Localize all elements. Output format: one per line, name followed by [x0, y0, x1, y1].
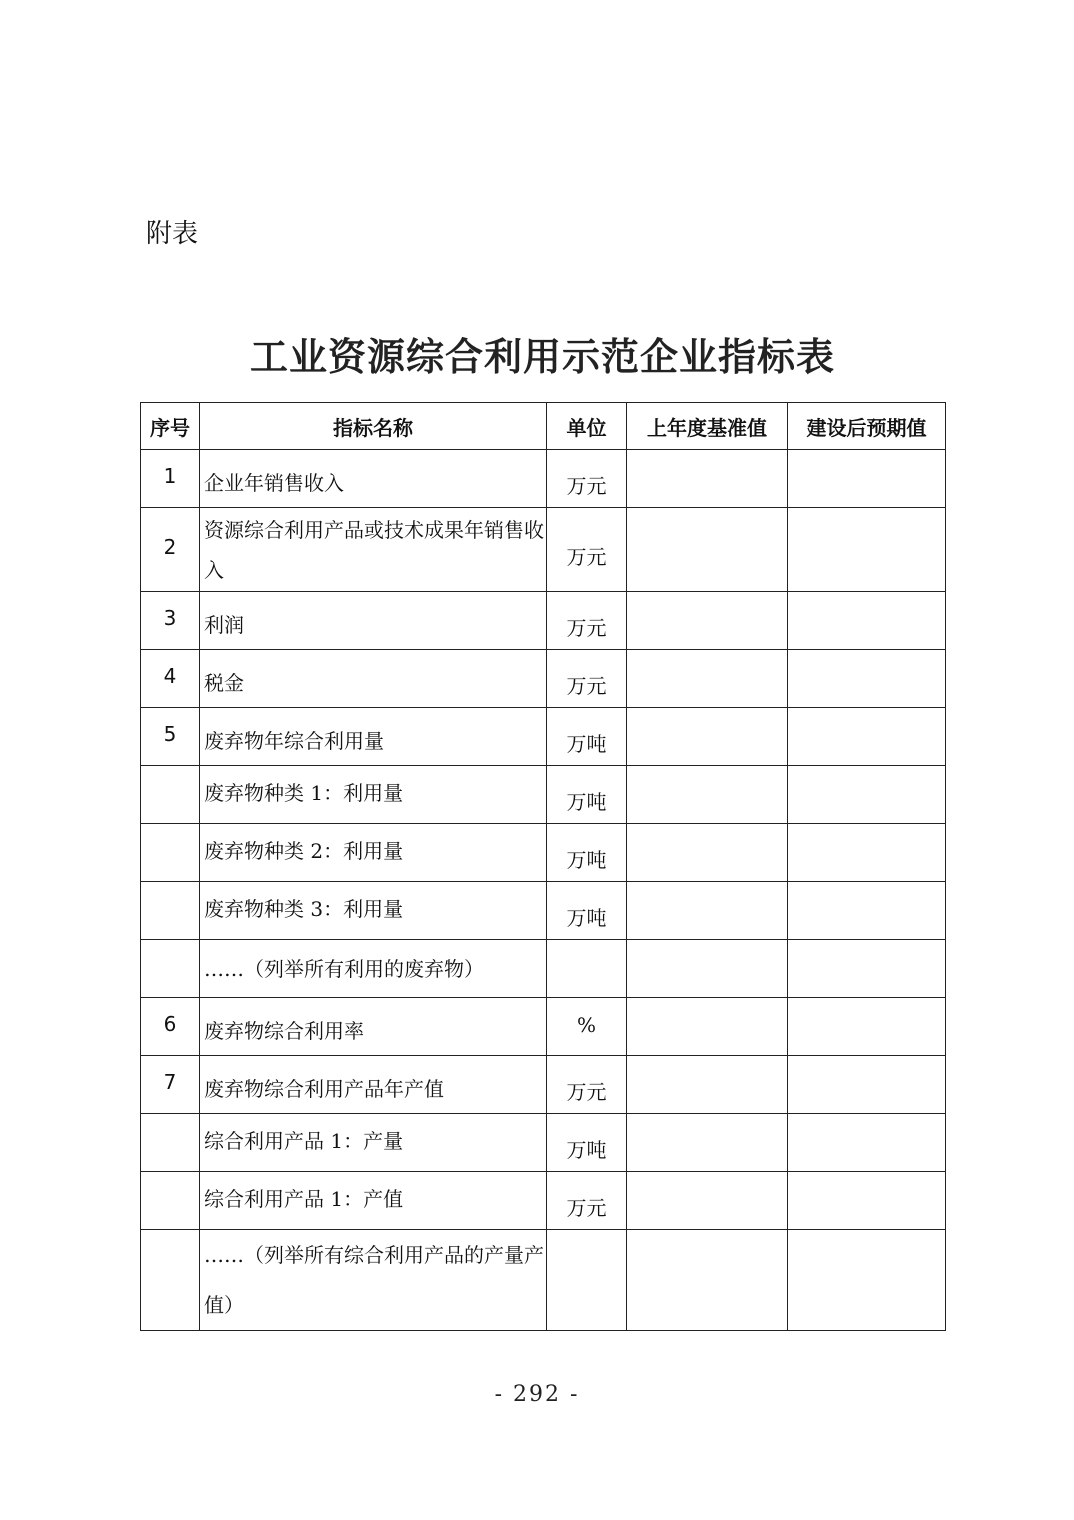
row-number	[141, 824, 200, 882]
unit-text: 万吨	[566, 1138, 607, 1162]
table-row	[141, 940, 946, 998]
indicator-name	[200, 1114, 547, 1172]
row-number	[141, 450, 200, 508]
unit-cell	[547, 450, 627, 508]
baseline-value-cell[interactable]	[627, 592, 788, 650]
unit-cell	[547, 882, 627, 940]
document-title: 工业资源综合利用示范企业指标表	[249, 334, 835, 379]
row-number-text: 2	[163, 534, 177, 559]
row-number	[141, 708, 200, 766]
indicator-name-text: 废弃物种类 2：利用量	[204, 838, 404, 863]
table-row	[141, 1114, 946, 1172]
baseline-value-cell[interactable]	[627, 940, 788, 998]
indicator-name	[200, 650, 547, 708]
unit-text: 万吨	[566, 906, 607, 930]
unit-text: 万元	[566, 1080, 607, 1104]
table-row	[141, 1172, 946, 1230]
table-row	[141, 450, 946, 508]
expected-value-cell[interactable]	[788, 508, 946, 592]
table-row	[141, 824, 946, 882]
unit-text: 万吨	[566, 790, 607, 814]
baseline-value-cell[interactable]	[627, 1114, 788, 1172]
table-row	[141, 998, 946, 1056]
unit-text: 万吨	[566, 848, 607, 872]
unit-cell	[547, 1230, 627, 1331]
row-number	[141, 592, 200, 650]
expected-value-cell[interactable]	[788, 450, 946, 508]
indicator-name	[200, 998, 547, 1056]
row-number	[141, 1114, 200, 1172]
unit-cell	[547, 650, 627, 708]
indicator-name-text: 综合利用产品 1：产值	[204, 1186, 404, 1211]
row-number	[141, 1172, 200, 1230]
indicator-name-text: 废弃物综合利用产品年产值	[204, 1076, 444, 1101]
expected-value-cell[interactable]	[788, 1114, 946, 1172]
indicator-name	[200, 592, 547, 650]
unit-cell	[547, 824, 627, 882]
indicator-name	[200, 882, 547, 940]
row-number	[141, 940, 200, 998]
indicator-name	[200, 940, 547, 998]
unit-cell	[547, 592, 627, 650]
unit-cell	[547, 508, 627, 592]
expected-value-cell[interactable]	[788, 998, 946, 1056]
row-number	[141, 998, 200, 1056]
indicator-name	[200, 824, 547, 882]
unit-cell	[547, 766, 627, 824]
row-number	[141, 1230, 200, 1331]
row-number-text: 6	[163, 1011, 177, 1036]
row-number	[141, 1056, 200, 1114]
indicator-name-text: ……（列举所有综合利用产品的产量产值）	[204, 1243, 544, 1317]
unit-cell	[547, 708, 627, 766]
baseline-value-cell[interactable]	[627, 998, 788, 1056]
indicator-name	[200, 508, 547, 592]
baseline-value-cell[interactable]	[627, 1056, 788, 1114]
indicator-name-text: 税金	[204, 670, 244, 695]
indicator-name	[200, 708, 547, 766]
header-serial-number: 序号	[141, 403, 200, 450]
indicator-name-text: ……（列举所有利用的废弃物）	[204, 956, 484, 981]
table-row	[141, 766, 946, 824]
expected-value-cell[interactable]	[788, 650, 946, 708]
expected-value-cell[interactable]	[788, 940, 946, 998]
expected-value-cell[interactable]	[788, 708, 946, 766]
expected-value-cell[interactable]	[788, 1056, 946, 1114]
table-row	[141, 650, 946, 708]
indicator-table	[140, 402, 946, 1331]
expected-value-cell[interactable]	[788, 824, 946, 882]
baseline-value-cell[interactable]	[627, 450, 788, 508]
indicator-name	[200, 1172, 547, 1230]
indicator-name-text: 综合利用产品 1：产量	[204, 1128, 404, 1153]
row-number-text: 4	[163, 663, 177, 688]
indicator-name-text: 废弃物综合利用率	[204, 1018, 364, 1043]
baseline-value-cell[interactable]	[627, 1172, 788, 1230]
table-row	[141, 1056, 946, 1114]
row-number-text: 7	[163, 1069, 177, 1094]
table-row	[141, 592, 946, 650]
indicator-name	[200, 766, 547, 824]
indicator-name-text: 废弃物种类 3：利用量	[204, 896, 404, 921]
header-unit: 单位	[547, 403, 627, 450]
table-row	[141, 708, 946, 766]
unit-text: 万元	[566, 1196, 607, 1220]
row-number	[141, 882, 200, 940]
baseline-value-cell[interactable]	[627, 824, 788, 882]
unit-cell	[547, 1114, 627, 1172]
indicator-name-text: 资源综合利用产品或技术成果年销售收入	[204, 517, 544, 582]
expected-value-cell[interactable]	[788, 882, 946, 940]
expected-value-cell[interactable]	[788, 592, 946, 650]
indicator-name	[200, 1056, 547, 1114]
table-row	[141, 508, 946, 592]
header-baseline-value: 上年度基准值	[627, 403, 788, 450]
row-number	[141, 766, 200, 824]
indicator-name-text: 利润	[204, 612, 244, 637]
header-expected-value: 建设后预期值	[788, 403, 946, 450]
expected-value-cell[interactable]	[788, 1230, 946, 1331]
unit-text: 万元	[566, 616, 607, 640]
expected-value-cell[interactable]	[788, 1172, 946, 1230]
page-number: - 292 -	[494, 1382, 580, 1407]
unit-text: 万元	[566, 545, 607, 569]
baseline-value-cell[interactable]	[627, 766, 788, 824]
baseline-value-cell[interactable]	[627, 650, 788, 708]
appendix-label: 附表	[146, 219, 199, 249]
row-number	[141, 508, 200, 592]
unit-text: 万元	[566, 674, 607, 698]
indicator-name-text: 企业年销售收入	[204, 470, 344, 495]
row-number-text: 5	[163, 721, 177, 746]
table-row	[141, 882, 946, 940]
indicator-name	[200, 1230, 547, 1331]
row-number-text: 3	[163, 605, 177, 630]
unit-text: 万吨	[566, 732, 607, 756]
unit-cell	[547, 1056, 627, 1114]
table-header-row	[141, 403, 946, 450]
header-indicator-name: 指标名称	[200, 403, 547, 450]
unit-cell	[547, 940, 627, 998]
unit-text: %	[576, 1012, 596, 1037]
row-number-text: 1	[163, 463, 177, 488]
indicator-name	[200, 450, 547, 508]
baseline-value-cell[interactable]	[627, 708, 788, 766]
baseline-value-cell[interactable]	[627, 1230, 788, 1331]
unit-cell	[547, 998, 627, 1056]
row-number	[141, 650, 200, 708]
unit-text: 万元	[566, 474, 607, 498]
baseline-value-cell[interactable]	[627, 882, 788, 940]
unit-cell	[547, 1172, 627, 1230]
indicator-name-text: 废弃物种类 1：利用量	[204, 780, 404, 805]
indicator-name-text: 废弃物年综合利用量	[204, 728, 384, 753]
baseline-value-cell[interactable]	[627, 508, 788, 592]
expected-value-cell[interactable]	[788, 766, 946, 824]
table-row	[141, 1230, 946, 1331]
